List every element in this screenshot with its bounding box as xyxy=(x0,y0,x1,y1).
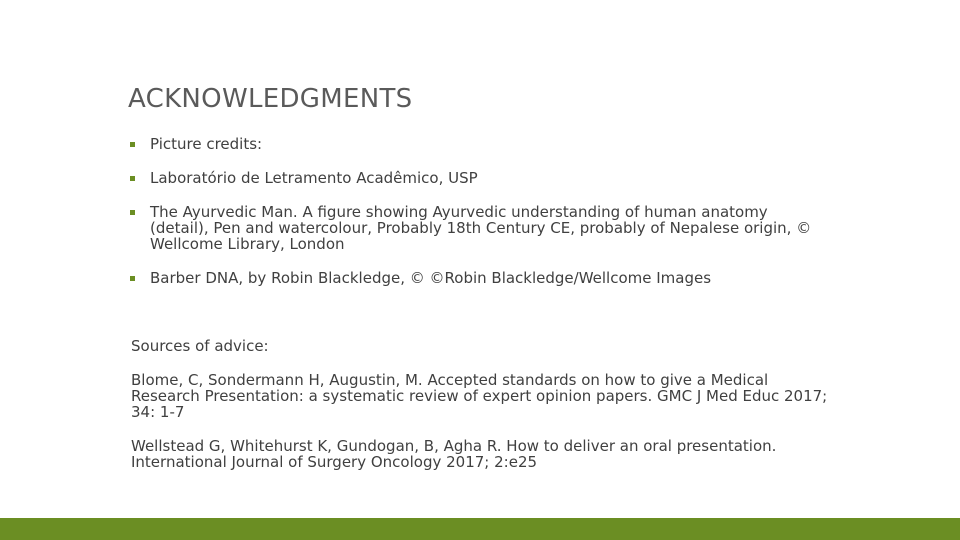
reference-item: Blome, C, Sondermann H, Augustin, M. Accepted standards on how to give a Medical Research Presentation: a systematic review of expert opinion papers. GMC J Med Educ 2017; 34: 1-7 xyxy=(131,371,828,421)
list-item xyxy=(128,170,828,186)
credits-list xyxy=(128,136,828,304)
bullet-square-icon xyxy=(130,176,135,181)
slide-title: ACKNOWLEDGMENTS xyxy=(128,84,413,114)
reference-item: Wellstead G, Whitehurst K, Gundogan, B, Agha R. How to deliver an oral presentation. International Journal of Surgery Oncology 2017; 2:e25 xyxy=(131,437,777,471)
bullet-text: Barber DNA, by Robin Blackledge, © ©Robin Blackledge/Wellcome Images xyxy=(150,269,712,287)
bullet-text: Picture credits: xyxy=(150,135,263,153)
advice-section xyxy=(131,338,831,470)
footer-accent-bar xyxy=(0,518,960,540)
bullet-text: The Ayurvedic Man. A figure showing Ayurvedic understanding of human anatomy (detail), Pen and watercolour, Probably 18th Century CE, probably of Nepalese origin, © Wellcome Library, London xyxy=(150,203,812,253)
list-item xyxy=(128,136,828,152)
bullet-square-icon xyxy=(130,210,135,215)
bullet-square-icon xyxy=(130,142,135,147)
bullet-text: Laboratório de Letramento Acadêmico, USP xyxy=(150,169,478,187)
advice-heading: Sources of advice: xyxy=(131,337,269,355)
list-item xyxy=(128,204,828,252)
list-item xyxy=(128,270,828,286)
bullet-square-icon xyxy=(130,276,135,281)
